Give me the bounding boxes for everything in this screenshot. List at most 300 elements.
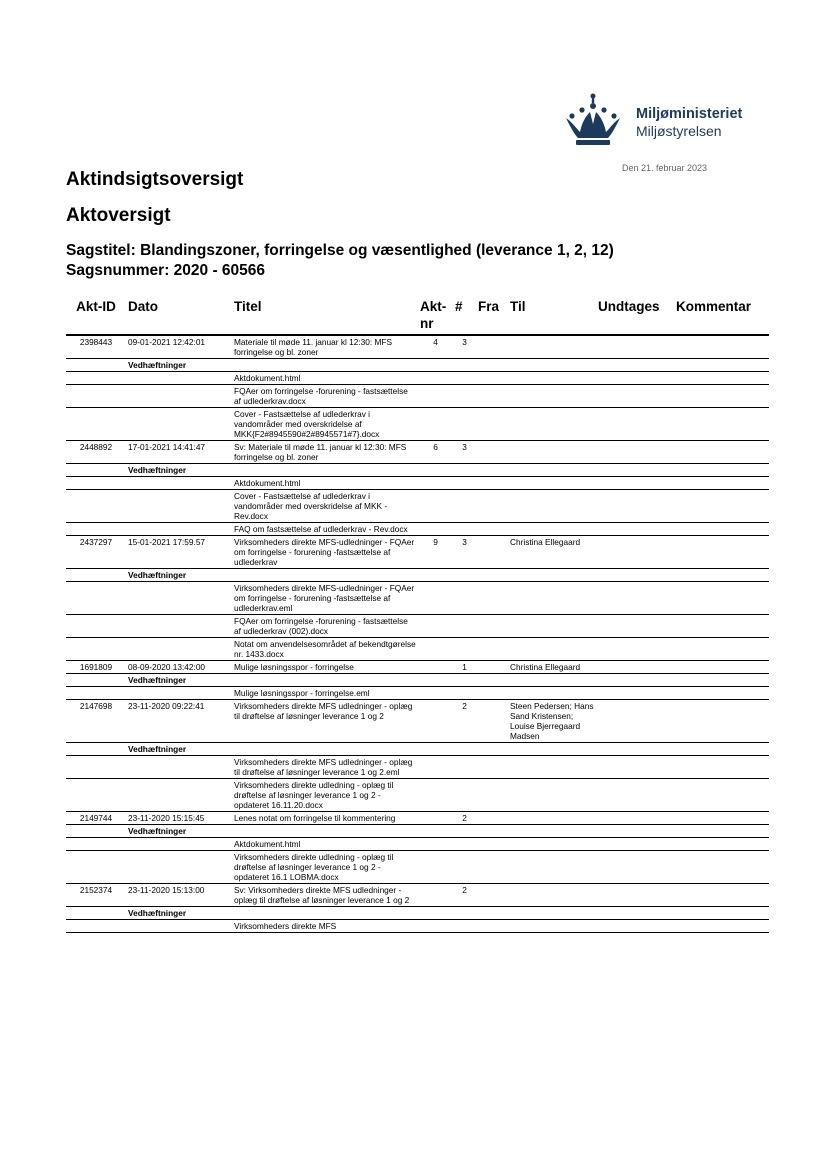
table-row [66, 441, 769, 464]
attachment-row [66, 408, 769, 441]
logo-agency-name: Miljøstyrelsen [636, 123, 722, 139]
col-akt-id: Akt-ID [66, 297, 126, 335]
cell-titel: Sv: Virksomheders direkte MFS udledninger - oplæg til drøftelse af løsninger leverance 1 og 2 [232, 884, 418, 907]
cell-akt-nr [418, 661, 453, 674]
cell-empty [126, 615, 232, 638]
cell-empty [66, 851, 126, 884]
attachment-row [66, 756, 769, 779]
cell-empty [674, 825, 769, 838]
cell-empty [453, 638, 476, 661]
cell-empty [674, 523, 769, 536]
attachment-filename: Notat om anvendelsesområdet af bekendtgørelse nr. 1433.docx [232, 638, 418, 661]
cell-empty [66, 359, 126, 372]
cell-undtages [596, 700, 674, 743]
attachment-label: Vedhæftninger [126, 674, 232, 687]
attachment-row [66, 638, 769, 661]
cell-num: 1 [453, 661, 476, 674]
col-titel: Titel [232, 297, 418, 335]
cell-empty [66, 743, 126, 756]
cell-empty [232, 569, 418, 582]
case-number: Sagsnummer: 2020 - 60566 [66, 262, 266, 279]
cell-empty [418, 359, 453, 372]
cell-titel: Lenes notat om forringelse til kommentering [232, 812, 418, 825]
cell-empty [476, 825, 508, 838]
cell-empty [596, 920, 674, 933]
cell-empty [508, 582, 596, 615]
cell-empty [674, 907, 769, 920]
col-fra: Fra [476, 297, 508, 335]
attachment-header-row [66, 907, 769, 920]
case-title: Sagstitel: Blandingszoner, forringelse og væsentlighed (leverance 1, 2, 12) [66, 242, 614, 259]
cell-num: 3 [453, 335, 476, 359]
attachment-label: Vedhæftninger [126, 743, 232, 756]
cell-empty [66, 569, 126, 582]
cell-empty [453, 756, 476, 779]
cell-empty [126, 756, 232, 779]
cell-empty [66, 825, 126, 838]
cell-empty [453, 907, 476, 920]
cell-empty [453, 825, 476, 838]
cell-empty [596, 907, 674, 920]
cell-empty [508, 920, 596, 933]
cell-empty [674, 756, 769, 779]
cell-empty [418, 756, 453, 779]
cell-empty [596, 359, 674, 372]
attachment-filename: Virksomheders direkte MFS-udledninger - FQAer om forringelse - forurening -fastsættelse af udlederkrav.eml [232, 582, 418, 615]
cell-empty [596, 838, 674, 851]
table-row [66, 335, 769, 359]
attachment-filename: Virksomheders direkte udledning - oplæg til drøftelse af løsninger leverance 1 og 2 - opdateret 16.11.20.docx [232, 779, 418, 812]
cell-empty [508, 756, 596, 779]
attachment-filename: Virksomheders direkte udledning - oplæg til drøftelse af løsninger leverance 1 og 2 - opdateret 16.1 LOBMA.docx [232, 851, 418, 884]
cell-kommentar [674, 661, 769, 674]
attachment-filename: Cover - Fastsættelse af udlederkrav i vandområder med overskridelse af MKK - Rev.docx [232, 490, 418, 523]
cell-empty [596, 408, 674, 441]
cell-empty [418, 464, 453, 477]
cell-empty [66, 779, 126, 812]
cell-empty [508, 851, 596, 884]
cell-empty [418, 523, 453, 536]
cell-empty [674, 464, 769, 477]
cell-fra [476, 536, 508, 569]
cell-empty [66, 477, 126, 490]
cell-empty [596, 638, 674, 661]
cell-empty [453, 385, 476, 408]
cell-empty [508, 477, 596, 490]
attachment-row [66, 687, 769, 700]
cell-til: Christina Ellegaard [508, 661, 596, 674]
cell-empty [476, 385, 508, 408]
cell-titel: Materiale til møde 11. januar kl 12:30: MFS forringelse og bl. zoner [232, 335, 418, 359]
cell-empty [418, 569, 453, 582]
cell-empty [418, 851, 453, 884]
attachment-filename: Virksomheders direkte MFS [232, 920, 418, 933]
cell-empty [126, 523, 232, 536]
table-row [66, 536, 769, 569]
cell-empty [674, 359, 769, 372]
cell-empty [66, 490, 126, 523]
cell-empty [126, 408, 232, 441]
cell-empty [66, 674, 126, 687]
cell-empty [596, 674, 674, 687]
cell-empty [232, 359, 418, 372]
cell-empty [476, 582, 508, 615]
cell-akt-nr: 4 [418, 335, 453, 359]
cell-empty [674, 477, 769, 490]
cell-empty [126, 385, 232, 408]
cell-empty [453, 490, 476, 523]
cell-dato: 17-01-2021 14:41:47 [126, 441, 232, 464]
attachment-row [66, 851, 769, 884]
cell-empty [674, 490, 769, 523]
cell-til: Steen Pedersen; Hans Sand Kristensen; Louise Bjerregaard Madsen [508, 700, 596, 743]
attachment-filename: Virksomheders direkte MFS udledninger - oplæg til drøftelse af løsninger leverance 1 og 2.eml [232, 756, 418, 779]
cell-empty [418, 838, 453, 851]
cell-num: 2 [453, 700, 476, 743]
cell-num: 3 [453, 536, 476, 569]
cell-empty [126, 851, 232, 884]
attachment-header-row [66, 569, 769, 582]
cell-empty [66, 523, 126, 536]
cell-empty [674, 674, 769, 687]
cell-empty [674, 687, 769, 700]
cell-dato: 15-01-2021 17:59.57 [126, 536, 232, 569]
cell-empty [596, 569, 674, 582]
cell-empty [418, 638, 453, 661]
cell-empty [66, 838, 126, 851]
cell-empty [476, 359, 508, 372]
attachment-filename: Aktdokument.html [232, 372, 418, 385]
attachment-label: Vedhæftninger [126, 825, 232, 838]
cell-empty [453, 779, 476, 812]
cell-kommentar [674, 536, 769, 569]
cell-empty [66, 756, 126, 779]
cell-empty [126, 687, 232, 700]
cell-empty [596, 523, 674, 536]
cell-empty [418, 408, 453, 441]
attachment-filename: FQAer om forringelse -forurening - fastsættelse af udlederkrav (002).docx [232, 615, 418, 638]
attachment-filename: FAQ om fastsættelse af udlederkrav - Rev.docx [232, 523, 418, 536]
cell-fra [476, 335, 508, 359]
attachment-header-row [66, 743, 769, 756]
attachment-filename: Cover - Fastsættelse af udlederkrav i vandområder med overskridelse af MKK{F2#8945590#2#8945571#7}.docx [232, 408, 418, 441]
cell-empty [508, 523, 596, 536]
cell-empty [508, 490, 596, 523]
cell-empty [476, 779, 508, 812]
attachment-label: Vedhæftninger [126, 464, 232, 477]
cell-empty [596, 779, 674, 812]
attachment-label: Vedhæftninger [126, 569, 232, 582]
cell-fra [476, 812, 508, 825]
cell-empty [596, 385, 674, 408]
cell-akt-id: 2448892 [66, 441, 126, 464]
cell-empty [66, 920, 126, 933]
cell-akt-id: 2152374 [66, 884, 126, 907]
cell-empty [453, 523, 476, 536]
cell-empty [508, 615, 596, 638]
cell-empty [418, 825, 453, 838]
cell-empty [508, 743, 596, 756]
attachment-row [66, 477, 769, 490]
attachment-header-row [66, 359, 769, 372]
cell-empty [418, 920, 453, 933]
cell-empty [508, 838, 596, 851]
cell-akt-nr: 6 [418, 441, 453, 464]
cell-empty [453, 743, 476, 756]
attachment-header-row [66, 825, 769, 838]
cell-titel: Virksomheders direkte MFS-udledninger - FQAer om forringelse - forurening -fastsættelse af udlederkrav [232, 536, 418, 569]
cell-empty [453, 372, 476, 385]
cell-empty [66, 372, 126, 385]
cell-kommentar [674, 812, 769, 825]
cell-empty [126, 779, 232, 812]
cell-dato: 23-11-2020 15:15:45 [126, 812, 232, 825]
cell-empty [66, 638, 126, 661]
cell-empty [126, 477, 232, 490]
page-subtitle: Aktoversigt [66, 205, 171, 226]
cell-kommentar [674, 441, 769, 464]
cell-kommentar [674, 335, 769, 359]
cell-til: Christina Ellegaard [508, 536, 596, 569]
cell-titel: Mulige løsningsspor - forringelse [232, 661, 418, 674]
attachment-row [66, 490, 769, 523]
page-title: Aktindsigtsoversigt [66, 169, 244, 190]
cell-num: 2 [453, 884, 476, 907]
cell-empty [508, 408, 596, 441]
attachment-header-row [66, 464, 769, 477]
cell-empty [476, 907, 508, 920]
cell-empty [508, 907, 596, 920]
cell-empty [453, 687, 476, 700]
cell-empty [476, 569, 508, 582]
cell-empty [418, 477, 453, 490]
cell-akt-nr [418, 812, 453, 825]
cell-titel: Sv: Materiale til møde 11. januar kl 12:30: MFS forringelse og bl. zoner [232, 441, 418, 464]
table-row [66, 812, 769, 825]
cell-akt-id: 2398443 [66, 335, 126, 359]
cell-empty [66, 907, 126, 920]
logo-ministry-name: Miljøministeriet [636, 106, 743, 122]
table-header-row [66, 297, 769, 335]
act-table [66, 297, 769, 933]
cell-undtages [596, 335, 674, 359]
cell-empty [596, 372, 674, 385]
cell-empty [126, 638, 232, 661]
attachment-row [66, 920, 769, 933]
cell-empty [476, 408, 508, 441]
attachment-label: Vedhæftninger [126, 907, 232, 920]
cell-fra [476, 700, 508, 743]
cell-num: 2 [453, 812, 476, 825]
cell-empty [508, 687, 596, 700]
cell-empty [476, 674, 508, 687]
cell-empty [508, 464, 596, 477]
cell-empty [596, 825, 674, 838]
cell-fra [476, 884, 508, 907]
cell-dato: 23-11-2020 15:13:00 [126, 884, 232, 907]
attachment-row [66, 385, 769, 408]
cell-empty [508, 359, 596, 372]
cell-empty [476, 638, 508, 661]
table-row [66, 884, 769, 907]
cell-empty [476, 838, 508, 851]
cell-akt-id: 2149744 [66, 812, 126, 825]
cell-empty [126, 920, 232, 933]
cell-empty [508, 674, 596, 687]
attachment-filename: Aktdokument.html [232, 838, 418, 851]
cell-empty [453, 464, 476, 477]
cell-kommentar [674, 700, 769, 743]
attachment-row [66, 615, 769, 638]
cell-empty [453, 477, 476, 490]
cell-empty [66, 582, 126, 615]
cell-empty [453, 569, 476, 582]
cell-empty [66, 687, 126, 700]
cell-empty [476, 756, 508, 779]
cell-empty [476, 687, 508, 700]
attachment-header-row [66, 674, 769, 687]
cell-fra [476, 661, 508, 674]
cell-empty [596, 851, 674, 884]
cell-dato: 09-01-2021 12:42:01 [126, 335, 232, 359]
cell-empty [418, 615, 453, 638]
cell-akt-nr [418, 884, 453, 907]
cell-empty [674, 920, 769, 933]
attachment-filename: FQAer om forringelse -forurening - fastsættelse af udlederkrav.docx [232, 385, 418, 408]
cell-empty [418, 582, 453, 615]
cell-empty [674, 838, 769, 851]
col-til: Til [508, 297, 596, 335]
col-undtages: Undtages [596, 297, 674, 335]
attachment-row [66, 523, 769, 536]
attachment-filename: Mulige løsningsspor - forringelse.eml [232, 687, 418, 700]
cell-undtages [596, 441, 674, 464]
cell-til [508, 884, 596, 907]
col-kommentar: Kommentar [674, 297, 769, 335]
cell-dato: 23-11-2020 09:22:41 [126, 700, 232, 743]
cell-empty [508, 825, 596, 838]
cell-empty [418, 779, 453, 812]
cell-empty [453, 920, 476, 933]
cell-empty [476, 490, 508, 523]
cell-empty [418, 372, 453, 385]
cell-empty [232, 825, 418, 838]
cell-empty [66, 615, 126, 638]
cell-empty [453, 838, 476, 851]
cell-empty [418, 687, 453, 700]
attachment-row [66, 779, 769, 812]
cell-num: 3 [453, 441, 476, 464]
cell-empty [453, 359, 476, 372]
cell-empty [476, 464, 508, 477]
cell-empty [508, 385, 596, 408]
cell-kommentar [674, 884, 769, 907]
cell-empty [418, 743, 453, 756]
cell-empty [126, 372, 232, 385]
cell-empty [508, 569, 596, 582]
attachment-row [66, 372, 769, 385]
cell-empty [596, 615, 674, 638]
cell-empty [453, 582, 476, 615]
cell-empty [232, 674, 418, 687]
cell-empty [453, 851, 476, 884]
cell-empty [453, 615, 476, 638]
cell-akt-nr: 9 [418, 536, 453, 569]
cell-empty [674, 615, 769, 638]
cell-akt-id: 2437297 [66, 536, 126, 569]
cell-undtages [596, 884, 674, 907]
cell-empty [476, 523, 508, 536]
cell-dato: 08-09-2020 13:42:00 [126, 661, 232, 674]
attachment-row [66, 838, 769, 851]
cell-empty [232, 907, 418, 920]
cell-empty [596, 756, 674, 779]
cell-empty [596, 582, 674, 615]
cell-empty [66, 408, 126, 441]
col-akt-nr: Akt- nr [418, 297, 453, 335]
cell-empty [674, 582, 769, 615]
cell-akt-nr [418, 700, 453, 743]
cell-fra [476, 441, 508, 464]
cell-empty [596, 464, 674, 477]
cell-empty [674, 385, 769, 408]
cell-empty [66, 385, 126, 408]
cell-empty [453, 408, 476, 441]
cell-empty [476, 743, 508, 756]
cell-til [508, 335, 596, 359]
cell-til [508, 441, 596, 464]
cell-empty [674, 638, 769, 661]
cell-empty [453, 674, 476, 687]
cell-empty [674, 408, 769, 441]
cell-empty [418, 674, 453, 687]
attachment-row [66, 582, 769, 615]
cell-empty [476, 615, 508, 638]
ministry-logo [560, 92, 770, 148]
cell-empty [508, 638, 596, 661]
cell-empty [418, 385, 453, 408]
cell-empty [674, 372, 769, 385]
cell-empty [596, 687, 674, 700]
cell-empty [126, 582, 232, 615]
cell-empty [674, 569, 769, 582]
cell-undtages [596, 812, 674, 825]
crown-icon [560, 92, 626, 148]
cell-empty [596, 743, 674, 756]
cell-titel: Virksomheders direkte MFS udledninger - oplæg til drøftelse af løsninger leverance 1 og 2 [232, 700, 418, 743]
cell-empty [674, 851, 769, 884]
table-row [66, 700, 769, 743]
cell-empty [674, 779, 769, 812]
document-date: Den 21. februar 2023 [622, 163, 708, 173]
cell-akt-id: 2147698 [66, 700, 126, 743]
col-num: # [453, 297, 476, 335]
cell-empty [508, 779, 596, 812]
col-dato: Dato [126, 297, 232, 335]
cell-empty [126, 838, 232, 851]
attachment-label: Vedhæftninger [126, 359, 232, 372]
cell-empty [418, 490, 453, 523]
cell-empty [674, 743, 769, 756]
cell-undtages [596, 536, 674, 569]
cell-empty [508, 372, 596, 385]
cell-empty [476, 372, 508, 385]
cell-undtages [596, 661, 674, 674]
cell-til [508, 812, 596, 825]
cell-empty [476, 920, 508, 933]
cell-empty [126, 490, 232, 523]
cell-empty [418, 907, 453, 920]
